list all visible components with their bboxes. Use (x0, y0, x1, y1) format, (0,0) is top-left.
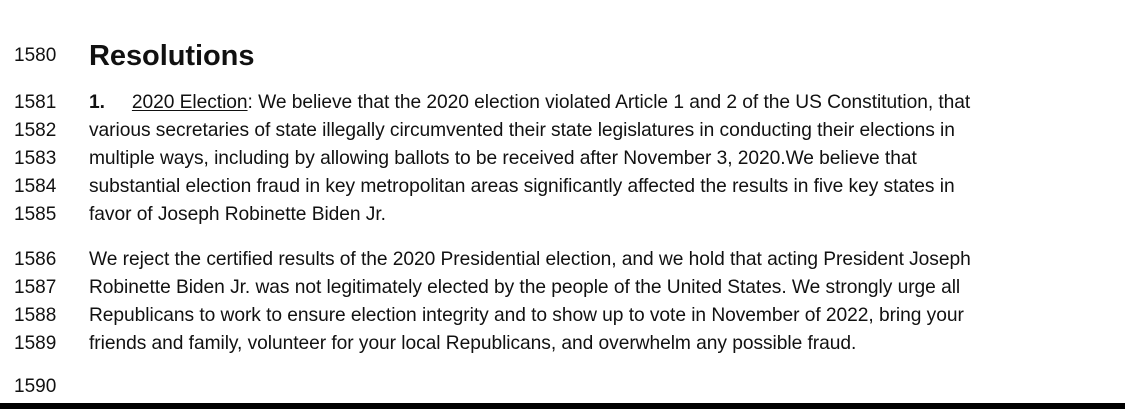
line-1588 (0, 302, 1125, 330)
line-text: friends and family, volunteer for your local Republicans, and overwhelm any possible fraud. (89, 333, 857, 354)
line-text: Robinette Biden Jr. was not legitimately elected by the people of the United States. We strongly urge all (89, 277, 961, 298)
line-1584 (0, 173, 1125, 201)
line-number: 1580 (14, 45, 57, 66)
line-number: 1585 (14, 204, 57, 225)
line-text: Republicans to work to ensure election integrity and to show up to vote in November of 2022, bring your (89, 305, 964, 326)
line-1585 (0, 201, 1125, 229)
line-1586 (0, 246, 1125, 274)
item-text: : We believe that the 2020 election violated Article 1 and 2 of the US Constitution, that (247, 92, 971, 113)
line-text: various secretaries of state illegally circumvented their state legislatures in conducting their elections in (89, 120, 955, 141)
line-1581 (0, 89, 1125, 117)
line-number: 1589 (14, 333, 57, 354)
line-text: favor of Joseph Robinette Biden Jr. (89, 204, 386, 225)
line-text: We reject the certified results of the 2020 Presidential election, and we hold that acting President Joseph (89, 249, 971, 270)
section-heading: Resolutions (89, 40, 255, 72)
line-1589 (0, 330, 1125, 358)
line-1583 (0, 145, 1125, 173)
line-text (89, 89, 970, 117)
line-1580 (0, 42, 1125, 70)
line-number: 1588 (14, 305, 57, 326)
bottom-border (0, 403, 1125, 409)
item-title: 2020 Election (131, 92, 248, 113)
line-number: 1582 (14, 120, 57, 141)
line-number: 1590 (14, 376, 57, 397)
line-1582 (0, 117, 1125, 145)
line-number: 1587 (14, 277, 57, 298)
line-text: substantial election fraud in key metropolitan areas significantly affected the results in five key states in (89, 176, 955, 197)
line-number: 1583 (14, 148, 57, 169)
line-1590 (0, 373, 1125, 401)
line-1587 (0, 274, 1125, 302)
item-number: 1. (89, 92, 105, 113)
line-text: multiple ways, including by allowing ballots to be received after November 3, 2020.We believe that (89, 148, 917, 169)
line-number: 1584 (14, 176, 57, 197)
line-number: 1586 (14, 249, 57, 270)
line-number: 1581 (14, 92, 57, 113)
